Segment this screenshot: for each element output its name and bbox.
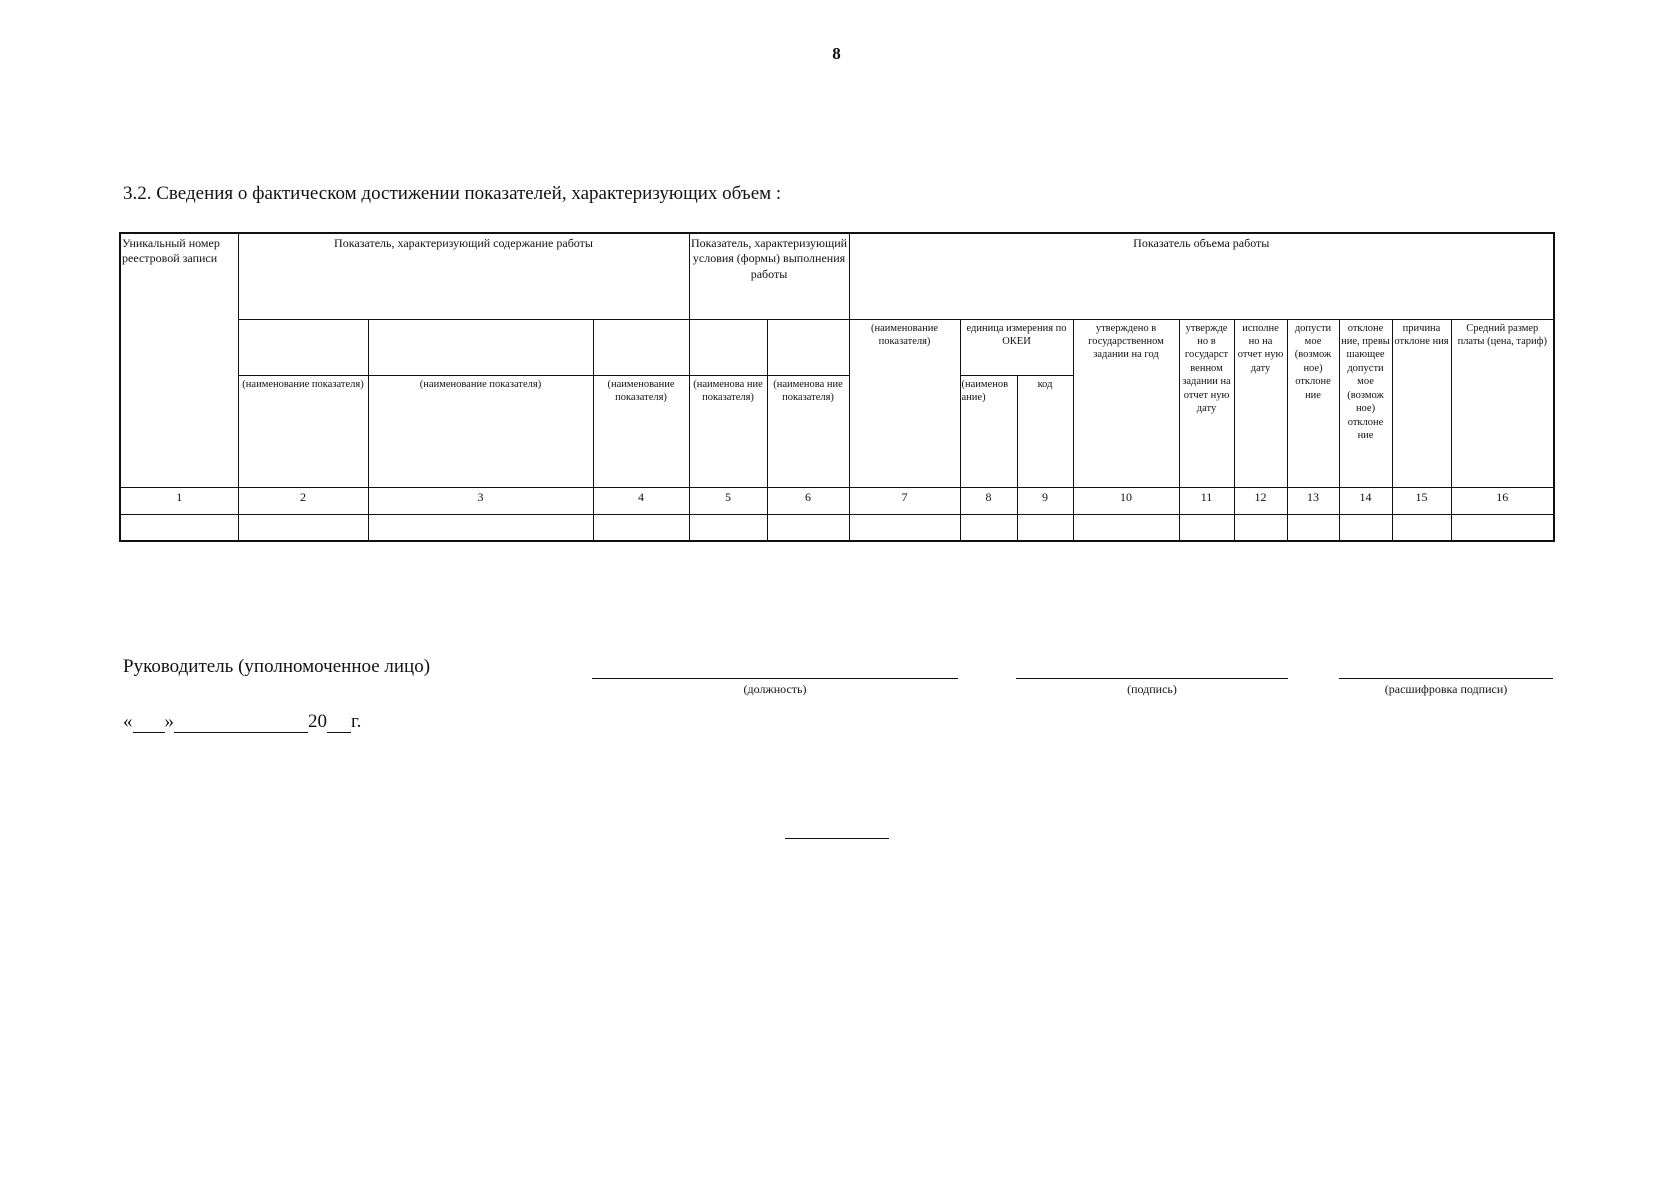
column-number: 7 — [849, 487, 960, 514]
year-prefix: 20 — [308, 711, 327, 732]
column-number: 16 — [1451, 487, 1554, 514]
content-cell-3 — [368, 319, 593, 375]
table-cell[interactable] — [1017, 514, 1073, 541]
position-caption: (должность) — [743, 682, 807, 696]
table-cell[interactable] — [767, 514, 849, 541]
column-number: 13 — [1287, 487, 1339, 514]
column-number: 11 — [1179, 487, 1234, 514]
column-number: 6 — [767, 487, 849, 514]
column-number: 9 — [1017, 487, 1073, 514]
subheader-col-2: (наименование показателя) — [238, 375, 368, 487]
subheader-col-5: (наименова ние показателя) — [689, 375, 767, 487]
table-row — [120, 514, 1554, 541]
table-cell[interactable] — [960, 514, 1017, 541]
subheader-col-4: (наименование показателя) — [593, 375, 689, 487]
date-line — [123, 711, 361, 733]
date-close-quote: » — [164, 711, 174, 732]
table-cell[interactable] — [1179, 514, 1234, 541]
header-col-9: код — [1017, 375, 1073, 487]
subheader-col-6: (наименова ние показателя) — [767, 375, 849, 487]
header-col-16: Средний размер платы (цена, тариф) — [1451, 319, 1554, 487]
condition-cell-5 — [689, 319, 767, 375]
table-cell[interactable] — [1073, 514, 1179, 541]
table-cell[interactable] — [1287, 514, 1339, 541]
day-field[interactable] — [133, 714, 165, 733]
date-open-quote: « — [123, 711, 133, 732]
table-cell[interactable] — [689, 514, 767, 541]
table-cell[interactable] — [593, 514, 689, 541]
column-number: 3 — [368, 487, 593, 514]
header-volume-indicator: Показатель объема работы — [849, 233, 1554, 319]
header-col-14: отклоне ние, превы шающее допусти мое (возмож ное) отклоне ние — [1339, 319, 1392, 487]
end-rule — [785, 838, 889, 839]
month-field[interactable] — [174, 714, 308, 733]
table-cell[interactable] — [1451, 514, 1554, 541]
decoding-caption: (расшифровка подписи) — [1384, 682, 1508, 696]
column-number: 10 — [1073, 487, 1179, 514]
header-conditions-indicator: Показатель, характеризующий условия (формы) выполнения работы — [689, 233, 849, 319]
decoding-line[interactable] — [1339, 678, 1553, 679]
header-col-11: утвержде но в государст венном задании на отчет ную дату — [1179, 319, 1234, 487]
table-cell[interactable] — [238, 514, 368, 541]
header-col-7: (наименование показателя) — [849, 319, 960, 487]
volume-indicators-table — [119, 232, 1555, 542]
header-col-13: допусти мое (возмож ное) отклоне ние — [1287, 319, 1339, 487]
column-number: 4 — [593, 487, 689, 514]
signature-caption: (подпись) — [1127, 682, 1177, 696]
column-number-row — [120, 487, 1554, 514]
header-col-8: (наименов ание) — [960, 375, 1017, 487]
table-cell[interactable] — [849, 514, 960, 541]
content-cell-4 — [593, 319, 689, 375]
year-suffix: г. — [351, 711, 362, 732]
signatory-label: Руководитель (уполномоченное лицо) — [123, 656, 431, 677]
header-col-15: причина отклоне ния — [1392, 319, 1451, 487]
year-field[interactable] — [327, 714, 351, 733]
column-number: 8 — [960, 487, 1017, 514]
column-number: 15 — [1392, 487, 1451, 514]
column-number: 5 — [689, 487, 767, 514]
header-okei-unit: единица измерения по ОКЕИ — [960, 319, 1073, 375]
position-line[interactable] — [592, 678, 958, 679]
table-cell[interactable] — [120, 514, 238, 541]
table-cell[interactable] — [1234, 514, 1287, 541]
content-cell-2 — [238, 319, 368, 375]
signature-line[interactable] — [1016, 678, 1288, 679]
header-content-indicator: Показатель, характеризующий содержание работы — [238, 233, 689, 319]
page-number: 8 — [832, 44, 841, 63]
table-cell[interactable] — [1339, 514, 1392, 541]
column-number: 2 — [238, 487, 368, 514]
table-cell[interactable] — [368, 514, 593, 541]
subheader-col-3: (наименование показателя) — [368, 375, 593, 487]
table-cell[interactable] — [1392, 514, 1451, 541]
section-title: 3.2. Сведения о фактическом достижении показателей, характеризующих объем : — [123, 183, 782, 204]
header-record-number: Уникальный номер реестровой записи — [120, 233, 238, 487]
column-number: 12 — [1234, 487, 1287, 514]
condition-cell-6 — [767, 319, 849, 375]
header-col-10: утверждено в государственном задании на год — [1073, 319, 1179, 487]
header-col-12: исполне но на отчет ную дату — [1234, 319, 1287, 487]
column-number: 14 — [1339, 487, 1392, 514]
column-number: 1 — [120, 487, 238, 514]
